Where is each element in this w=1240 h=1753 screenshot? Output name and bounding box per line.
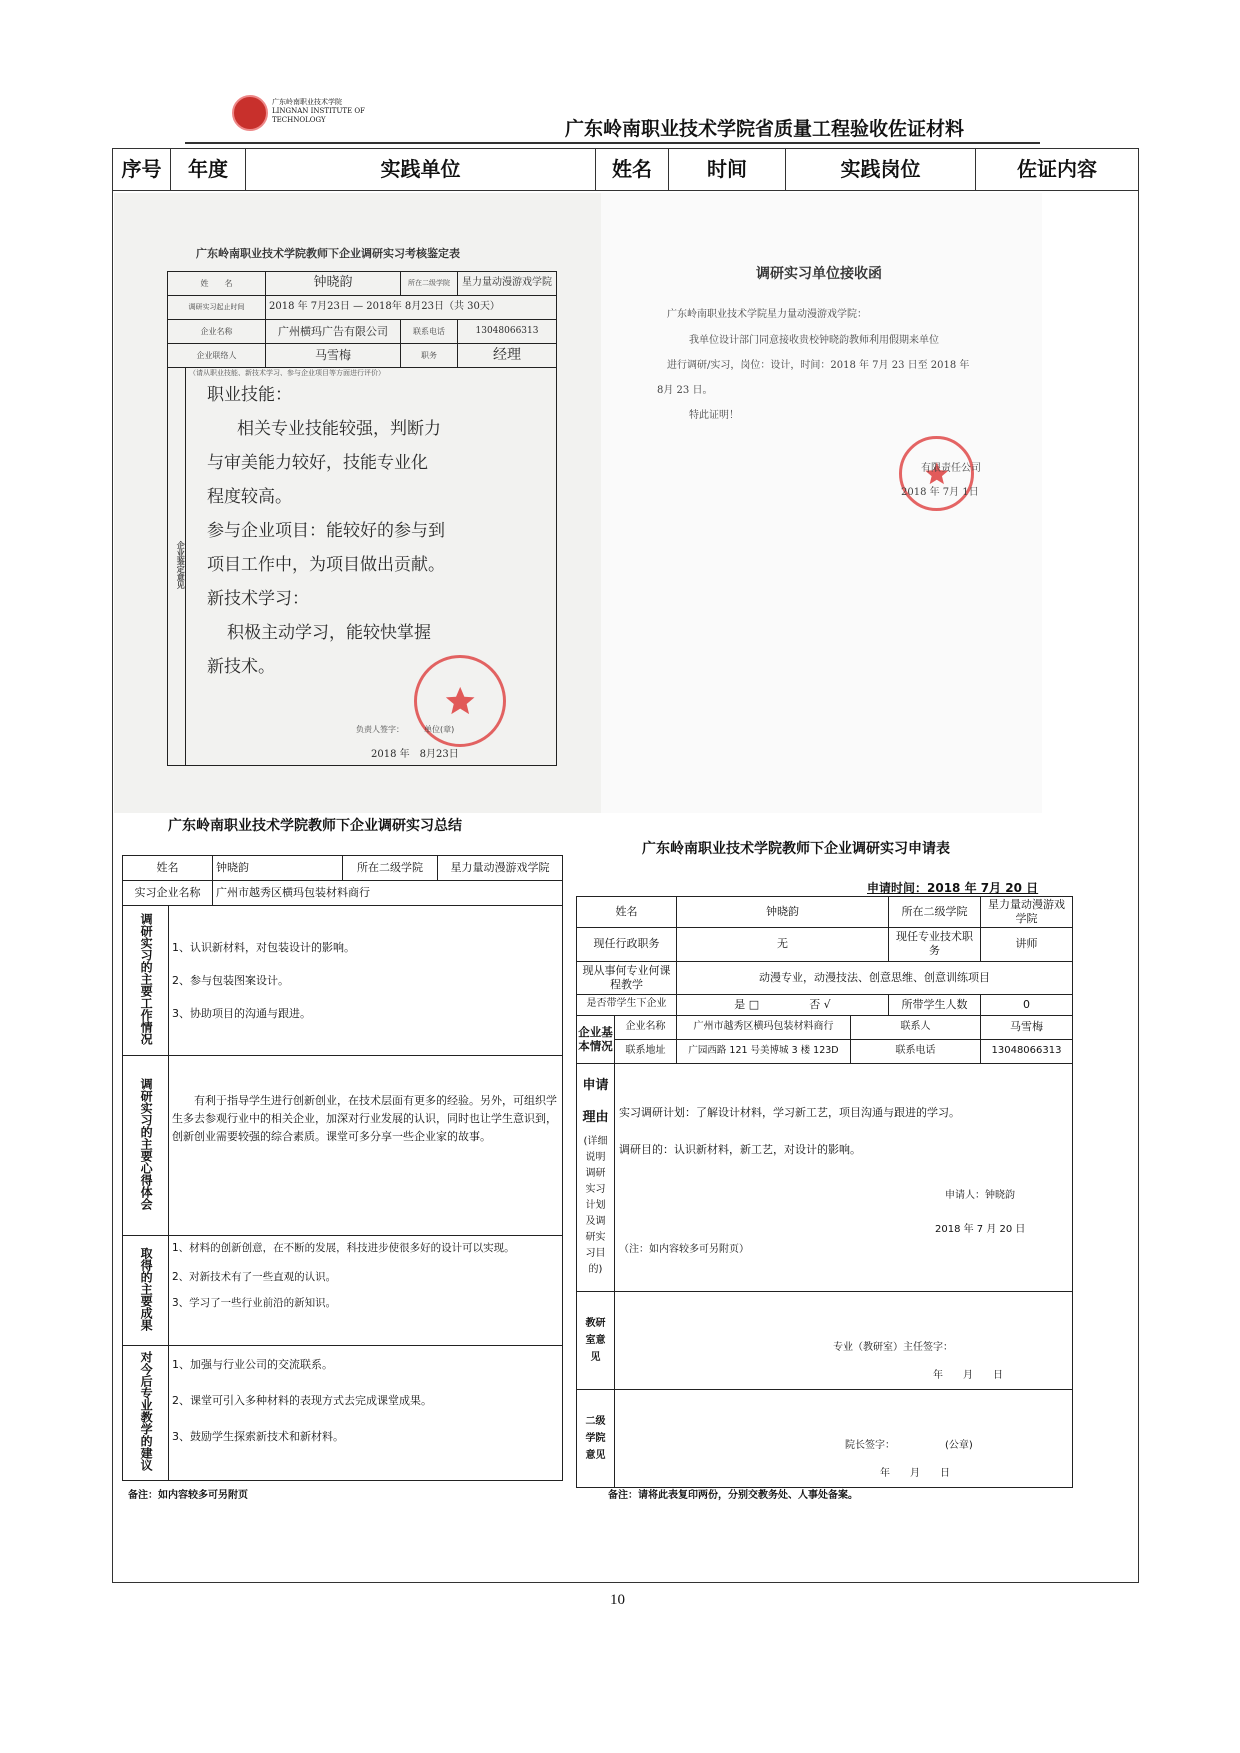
tech-value: 讲师: [981, 927, 1073, 961]
company-label: 实习企业名称: [123, 881, 213, 906]
col-time: 时间: [669, 149, 786, 191]
section-line: 3、鼓励学生探索新技术和新材料。: [172, 1430, 344, 1443]
position-value: 经理: [458, 344, 557, 368]
company-label: 企业名称: [168, 320, 266, 344]
college-label: 所在二级学院: [889, 897, 981, 928]
letter-addressee: 广东岭南职业技术学院星力量动漫游戏学院：: [667, 309, 867, 320]
section-line: 2、参与包装图案设计。: [172, 974, 289, 987]
tech-label: 现任专业技术职务: [889, 927, 981, 961]
name-label: 姓名: [577, 897, 677, 928]
col-unit: 实践单位: [246, 149, 596, 191]
summary-section-work: [123, 906, 563, 1056]
letter-date: 2018 年 7月 1日: [901, 487, 979, 498]
summary-note: 备注：如内容较多可另附页: [128, 1490, 248, 1501]
enterprise-name: 广州市越秀区横玛包装材料商行: [677, 1015, 851, 1039]
contact-value: 马雪梅: [266, 344, 401, 368]
reason-sublabel: (详细说明调研实习计划及调研实习目的): [583, 1135, 608, 1275]
letter-body: 进行调研/实习，岗位：设计，时间：2018 年 7月 23 日至 2018 年: [667, 360, 970, 371]
company-value: 广州横玛广告有限公司: [266, 320, 401, 344]
appraisal-comments: [189, 378, 553, 684]
appraisal-instruction: （请从职业技能、新技术学习、参与企业项目等方面进行评价）: [189, 369, 385, 377]
section-line: 1、加强与行业公司的交流联系。: [172, 1358, 333, 1371]
students-yes-checkbox[interactable]: 是 □: [734, 997, 760, 1011]
period-label: 调研实习起止时间: [168, 296, 266, 320]
applicant: 申请人：钟晓韵: [945, 1189, 1015, 1201]
admin-value: 无: [677, 927, 889, 961]
summary-section-results: [123, 1236, 563, 1346]
dept-label: 教研室意见: [585, 1317, 606, 1363]
comment-line: 项目工作中，为项目做出贡献。: [207, 554, 445, 575]
section-label: 对今后专业教学的建议: [139, 1351, 154, 1472]
document-title: 广东岭南职业技术学院省质量工程验收佐证材料: [565, 118, 965, 140]
appraisal-date: 2018 年 8月23日: [371, 748, 459, 760]
header-rule: [185, 142, 1040, 144]
logo-text-en: LINGNAN INSTITUTE OF TECHNOLOGY: [272, 107, 365, 125]
teach-label: 现从事何专业何课程教学: [577, 961, 677, 994]
teach-value: 动漫专业，动漫技法、创意思维、创意训练项目: [677, 961, 1073, 994]
count-value: 0: [981, 994, 1073, 1015]
letter-company: 有限责任公司: [921, 463, 981, 474]
apply-time: 申请时间：2018 年 7月 20 日: [867, 881, 1039, 895]
application-title: 广东岭南职业技术学院教师下企业调研实习申请表: [642, 841, 950, 857]
address-label: 联系地址: [615, 1039, 677, 1063]
col-index: 序号: [113, 149, 171, 191]
attach-note: （注：如内容较多可另附页）: [619, 1243, 749, 1255]
section-label: 调研实习的主要工作情况: [139, 912, 154, 1045]
address-value: 广园西路 121 号美博城 3 楼 123D: [677, 1039, 851, 1063]
letter-title: 调研实习单位接收函: [756, 266, 882, 282]
summary-section-suggestions: [123, 1346, 563, 1481]
letter-body: 我单位设计部门同意接收贵校钟晓韵教师利用假期来单位: [689, 335, 939, 346]
plan-text: 实习调研计划：了解设计材料，学习新工艺，项目沟通与跟进的学习。: [619, 1105, 960, 1119]
letter-body: 8月 23 日。: [657, 385, 713, 396]
phone-value: 13048066313: [458, 320, 557, 344]
col-evidence: 佐证内容: [976, 149, 1139, 191]
contact-value: 马雪梅: [981, 1015, 1073, 1039]
col-post: 实践岗位: [786, 149, 976, 191]
name-value: 钟晓韵: [266, 272, 401, 296]
position-label: 职务: [401, 344, 458, 368]
dept-signature: 专业（教研室）主任签字：: [833, 1341, 953, 1353]
goal-text: 调研目的：认识新材料，新工艺，对设计的影响。: [619, 1142, 861, 1156]
appraisal-side-label: 企业鉴定意见: [168, 368, 186, 766]
students-label: 是否带学生下企业: [577, 994, 677, 1015]
comment-line: 新技术学习：: [207, 588, 309, 609]
count-label: 所带学生人数: [889, 994, 981, 1015]
name-value: 钟晓韵: [213, 856, 343, 881]
col-name: 姓名: [596, 149, 669, 191]
comment-line: 与审美能力较好，技能专业化: [207, 452, 428, 473]
comment-line: 参与企业项目：能较好的参与到: [207, 520, 445, 541]
seal-label: (公章): [945, 1439, 973, 1451]
college-value: 星力量动漫游戏学院: [438, 856, 563, 881]
name-label: 姓 名: [168, 272, 266, 296]
section-line: 1、材料的创新创意，在不断的发展，科技进步使很多好的设计可以实现。: [172, 1242, 515, 1254]
section-line: 2、对新技术有了一些直观的认识。: [172, 1271, 337, 1283]
section-line: 3、学习了一些行业前沿的新知识。: [172, 1297, 337, 1309]
enterprise-label: 企业基本情况: [577, 1015, 615, 1063]
dept-date: 年 月 日: [933, 1369, 1003, 1381]
comment-line: 新技术。: [207, 656, 275, 677]
letter-closing: 特此证明！: [689, 410, 739, 421]
summary-section-insights: [123, 1056, 563, 1236]
college-label: 所在二级学院: [401, 272, 458, 296]
section-line: 有利于指导学生进行创新创业，在技术层面有更多的经验。另外，可组织学生多去参观行业中的相关企业，加深对行业发展的认识，同时也让学生意识到，创新创业需要较强的综合素质。课堂可多分享一些企业家的故事。: [172, 1094, 557, 1143]
logo-text: [272, 98, 368, 125]
signature-line: 负责人签字： 单位(章): [356, 725, 455, 734]
name-value: 钟晓韵: [677, 897, 889, 928]
company-value: 广州市越秀区横玛包装材料商行: [213, 881, 563, 906]
comment-line: 相关专业技能较强，判断力: [237, 418, 441, 439]
summary-title: 广东岭南职业技术学院教师下企业调研实习总结: [168, 818, 462, 834]
column-header-row: [112, 148, 1139, 191]
enterprise-name-label: 企业名称: [615, 1015, 677, 1039]
college-logo: [232, 95, 268, 131]
college-value: 星力量动漫游戏学院: [458, 272, 557, 296]
phone-value: 13048066313: [981, 1039, 1073, 1063]
period-value: 2018 年 7月23日 — 2018年 8月23日（共 30天）: [266, 296, 557, 320]
acceptance-letter-photo: [601, 193, 1042, 813]
college-value: 星力量动漫游戏学院: [981, 897, 1073, 928]
phone-label: 联系电话: [401, 320, 458, 344]
contact-label: 企业联络人: [168, 344, 266, 368]
comment-line: 程度较高。: [207, 486, 292, 507]
admin-label: 现任行政职务: [577, 927, 677, 961]
students-no-checkbox[interactable]: 否 √: [809, 997, 831, 1011]
comment-line: 职业技能：: [207, 384, 292, 405]
col-year: 年度: [171, 149, 246, 191]
application-date: 2018 年 7 月 20 日: [935, 1223, 1026, 1235]
contact-label: 联系人: [851, 1015, 981, 1039]
section-label: 取得的主要成果: [139, 1246, 154, 1331]
section-line: 1、认识新材料，对包装设计的影响。: [172, 941, 355, 954]
reason-label: 申请理由: [582, 1077, 609, 1125]
page-number: 10: [610, 1592, 625, 1608]
application-note: 备注：请将此表复印两份，分别交教务处、人事处备案。: [608, 1490, 858, 1501]
summary-table: [122, 855, 563, 1481]
section-label: 调研实习的主要心得体会: [139, 1077, 154, 1210]
comment-line: 积极主动学习，能较快掌握: [227, 622, 431, 643]
appraisal-table: [167, 271, 557, 766]
name-label: 姓名: [123, 856, 213, 881]
application-table: [576, 896, 1073, 1488]
college-opinion-label: 二级学院意见: [585, 1415, 606, 1461]
logo-text-cn: 广东岭南职业技术学院: [272, 98, 342, 106]
dean-signature: 院长签字：: [845, 1439, 895, 1451]
stamp-star-icon: [443, 684, 477, 718]
section-line: 3、协助项目的沟通与跟进。: [172, 1007, 311, 1020]
phone-label: 联系电话: [851, 1039, 981, 1063]
college-label: 所在二级学院: [343, 856, 438, 881]
students-choice[interactable]: [677, 994, 889, 1015]
dean-date: 年 月 日: [880, 1467, 950, 1479]
section-line: 2、课堂可引入多种材料的表现方式去完成课堂成果。: [172, 1394, 432, 1407]
appraisal-form-photo: [114, 193, 601, 813]
appraisal-title: 广东岭南职业技术学院教师下企业调研实习考核鉴定表: [196, 247, 460, 260]
